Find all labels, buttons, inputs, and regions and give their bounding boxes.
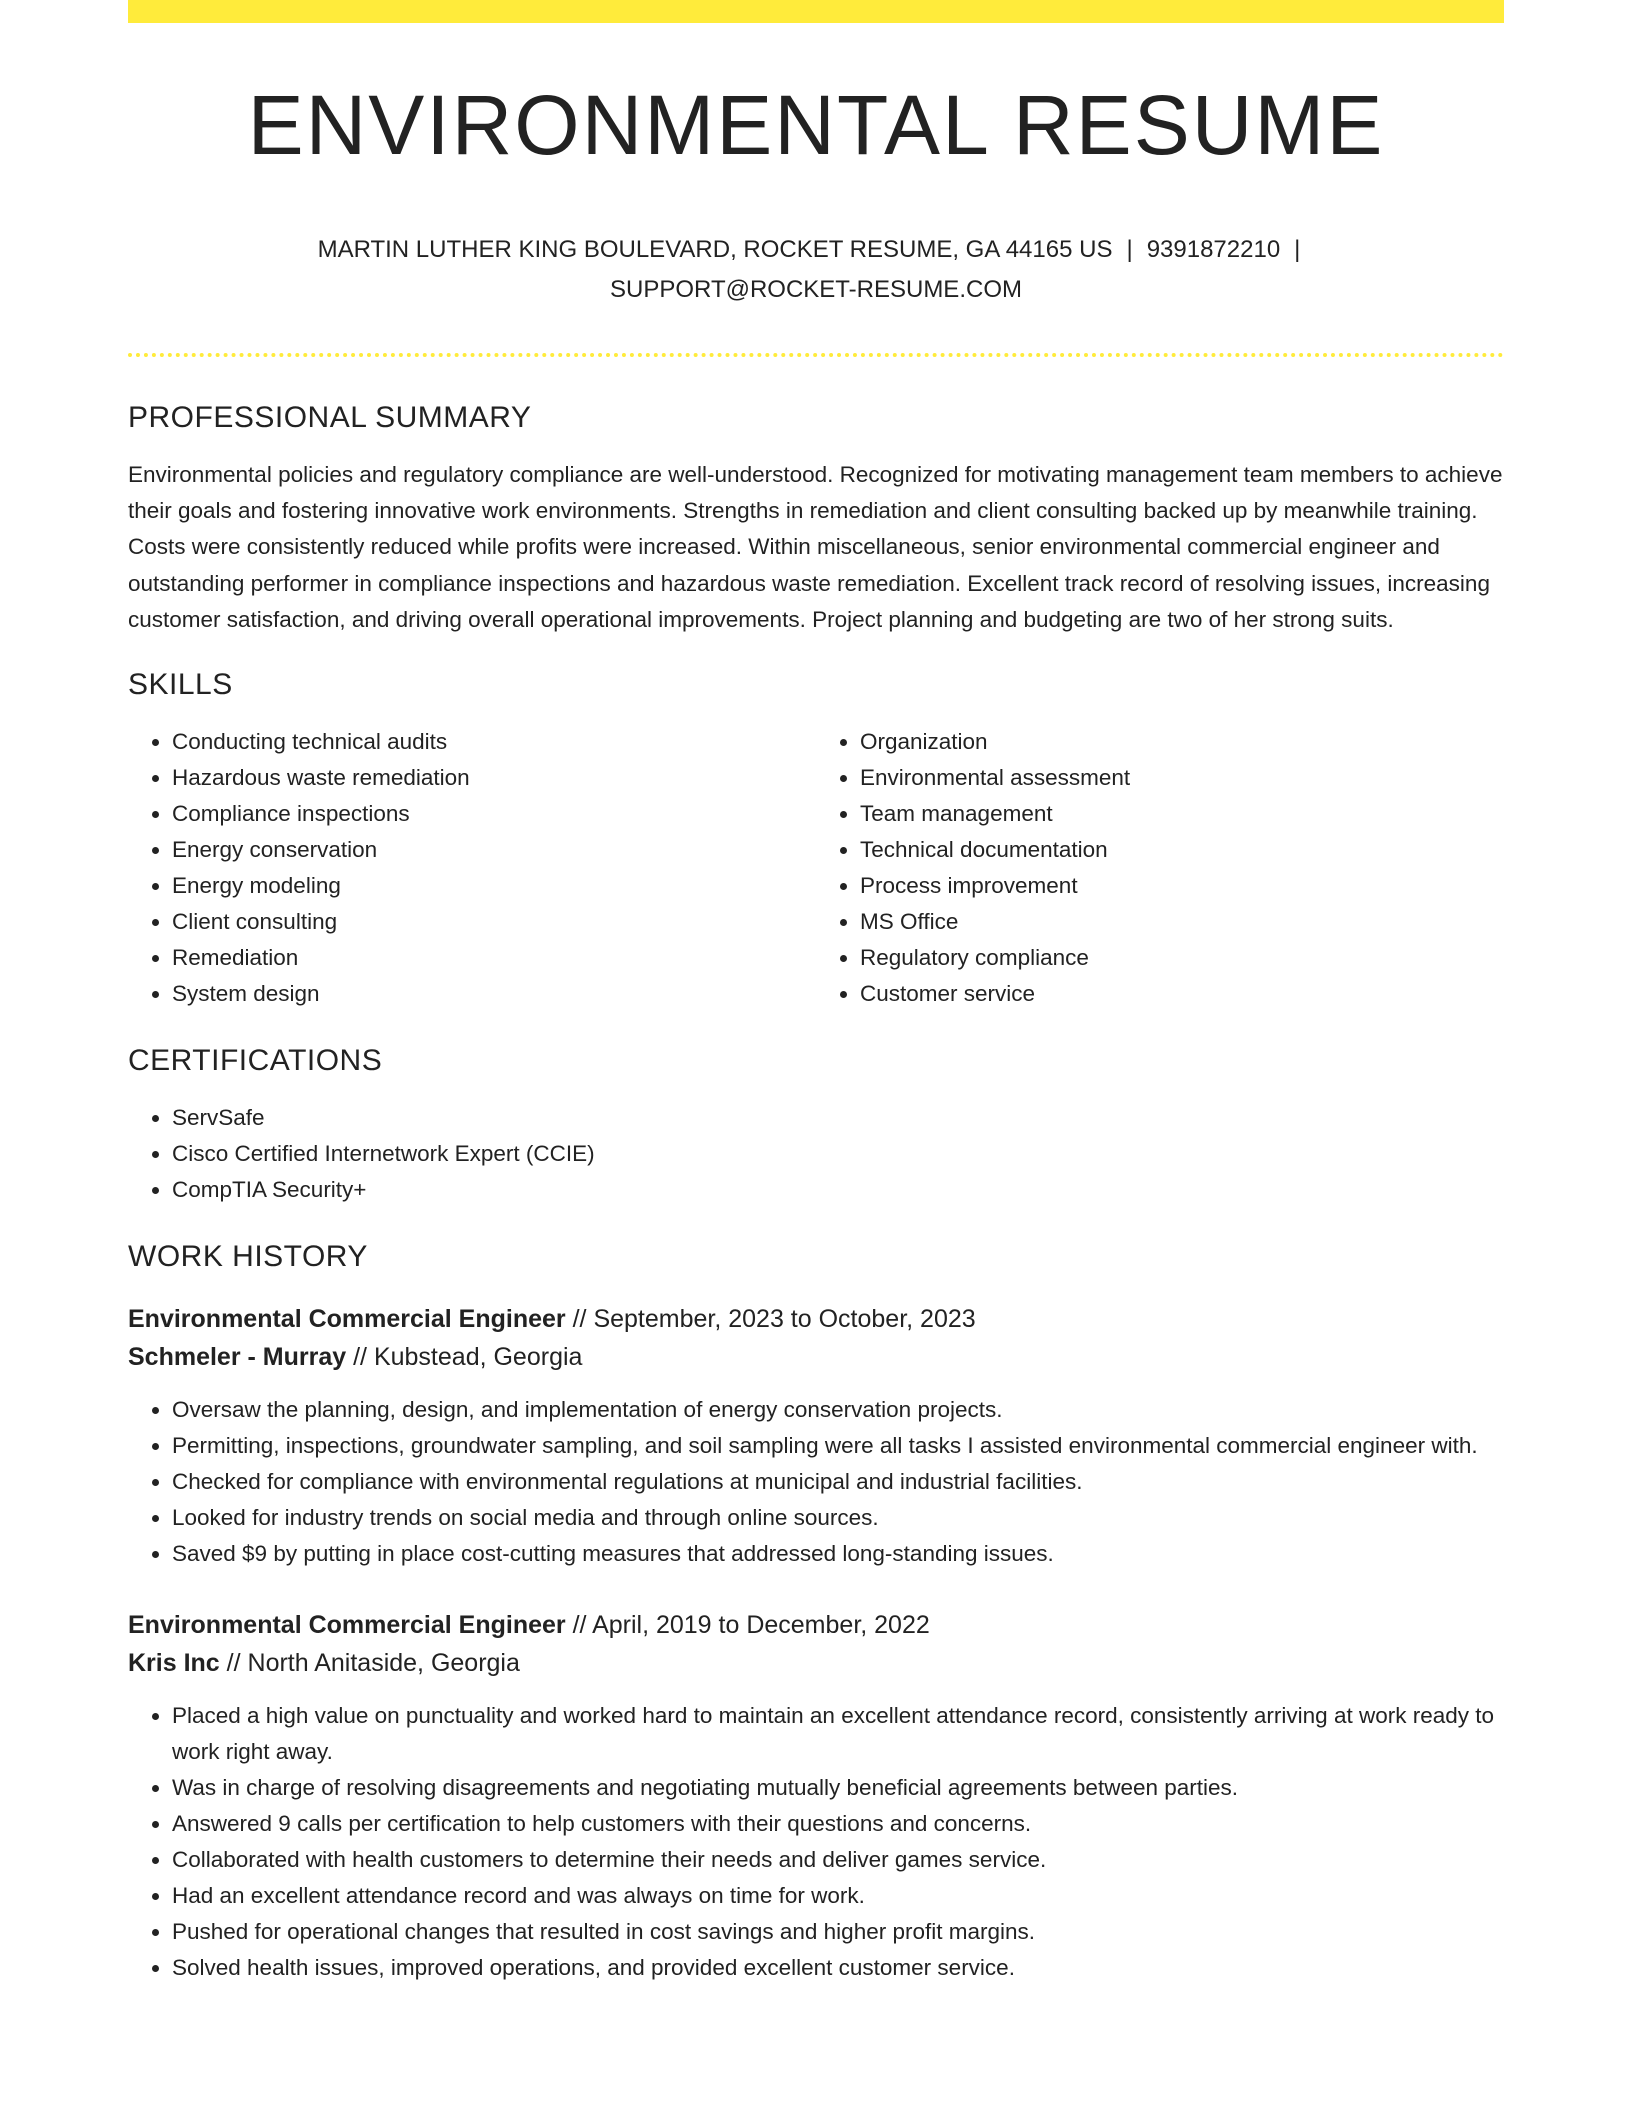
skill-item: • System design bbox=[172, 976, 816, 1012]
job-duty-item: • Permitting, inspections, groundwater sampling, and soil sampling were all tasks I assisted environmental commercial engineer with. bbox=[172, 1428, 1504, 1464]
job-duty-item: • Had an excellent attendance record and was always on time for work. bbox=[172, 1878, 1504, 1914]
job-location: North Anitaside, Georgia bbox=[247, 1649, 520, 1678]
job-duty-item: • Saved $9 by putting in place cost-cutting measures that addressed long-standing issues. bbox=[172, 1536, 1504, 1572]
job-company: Schmeler - Murray bbox=[128, 1343, 347, 1372]
skill-item: • Energy modeling bbox=[172, 868, 816, 904]
skill-item: • Hazardous waste remediation bbox=[172, 760, 816, 796]
job-duty-item: • Pushed for operational changes that resulted in cost savings and higher profit margins. bbox=[172, 1914, 1504, 1950]
certification-item: • ServSafe bbox=[172, 1100, 1504, 1136]
skills-grid bbox=[128, 724, 1504, 1012]
job-entry bbox=[128, 1300, 1504, 1572]
contact-email[interactable]: SUPPORT@ROCKET-RESUME.COM bbox=[610, 276, 1022, 303]
skill-item: • MS Office bbox=[860, 904, 1504, 940]
job-duties-list bbox=[128, 1698, 1504, 1986]
skill-item: • Team management bbox=[860, 796, 1504, 832]
job-company-line bbox=[128, 1338, 1504, 1376]
job-company-line bbox=[128, 1644, 1504, 1682]
skills-list-left bbox=[128, 724, 816, 1012]
skills-heading: SKILLS bbox=[128, 668, 233, 702]
certifications-list bbox=[128, 1100, 1504, 1208]
skills-list-right bbox=[816, 724, 1504, 1012]
contact-separator: | bbox=[1126, 236, 1133, 263]
resume-page bbox=[128, 0, 1504, 2112]
skill-item: • Organization bbox=[860, 724, 1504, 760]
job-location: Kubstead, Georgia bbox=[373, 1343, 583, 1372]
skill-item: • Client consulting bbox=[172, 904, 816, 940]
job-duty-item: • Oversaw the planning, design, and implementation of energy conservation projects. bbox=[172, 1392, 1504, 1428]
job-separator: // bbox=[226, 1649, 241, 1678]
contact-separator: | bbox=[1294, 236, 1301, 263]
skill-item: • Regulatory compliance bbox=[860, 940, 1504, 976]
top-accent-bar bbox=[128, 0, 1504, 23]
skill-item: • Energy conservation bbox=[172, 832, 816, 868]
job-duties-list bbox=[128, 1392, 1504, 1572]
skill-item: • Technical documentation bbox=[860, 832, 1504, 868]
work-history-list bbox=[128, 1300, 1504, 1986]
header-divider bbox=[128, 353, 1504, 357]
job-separator: // bbox=[572, 1611, 587, 1640]
skill-item: • Customer service bbox=[860, 976, 1504, 1012]
job-duty-item: • Checked for compliance with environmental regulations at municipal and industrial facilities. bbox=[172, 1464, 1504, 1500]
skill-item: • Remediation bbox=[172, 940, 816, 976]
contact-address: MARTIN LUTHER KING BOULEVARD, ROCKET RESUME, GA 44165 US bbox=[317, 236, 1113, 263]
job-dates: September, 2023 to October, 2023 bbox=[593, 1305, 976, 1334]
summary-text: Environmental policies and regulatory compliance are well-understood. Recognized for motivating management team members to achieve their goals and fostering innovative work environments. Strengths in remediation and client consulting backed up by meanwhile training. Costs were consistently reduced while profits were increased. Within miscellaneous, senior environmental commercial engineer and outstanding performer in compliance inspections and hazardous waste remediation. Excellent track record of resolving issues, increasing customer satisfaction, and driving overall operational improvements. Project planning and budgeting are two of her strong suits. bbox=[128, 462, 1503, 632]
job-company: Kris Inc bbox=[128, 1649, 220, 1678]
job-duty-item: • Was in charge of resolving disagreements and negotiating mutually beneficial agreements between parties. bbox=[172, 1770, 1504, 1806]
certification-item: • Cisco Certified Internetwork Expert (CCIE) bbox=[172, 1136, 1504, 1172]
job-dates: April, 2019 to December, 2022 bbox=[592, 1611, 930, 1640]
skill-item: • Conducting technical audits bbox=[172, 724, 816, 760]
skill-item: • Environmental assessment bbox=[860, 760, 1504, 796]
job-duty-item: • Solved health issues, improved operations, and provided excellent customer service. bbox=[172, 1950, 1504, 1986]
job-separator: // bbox=[353, 1343, 367, 1372]
job-title: Environmental Commercial Engineer bbox=[128, 1305, 566, 1334]
skill-item: • Process improvement bbox=[860, 868, 1504, 904]
job-title-line bbox=[128, 1300, 1504, 1338]
job-duty-item: • Placed a high value on punctuality and worked hard to maintain an excellent attendance record, consistently arriving at work ready to work right away. bbox=[172, 1698, 1504, 1770]
job-title-line bbox=[128, 1606, 1504, 1644]
skill-item: • Compliance inspections bbox=[172, 796, 816, 832]
job-duty-item: • Looked for industry trends on social media and through online sources. bbox=[172, 1500, 1504, 1536]
certification-item: • CompTIA Security+ bbox=[172, 1172, 1504, 1208]
contact-phone: 9391872210 bbox=[1146, 236, 1281, 263]
resume-title: ENVIRONMENTAL RESUME bbox=[247, 78, 1385, 172]
contact-info bbox=[216, 230, 1416, 310]
certifications-heading: CERTIFICATIONS bbox=[128, 1044, 383, 1078]
job-entry bbox=[128, 1606, 1504, 1986]
job-title: Environmental Commercial Engineer bbox=[128, 1611, 566, 1640]
job-duty-item: • Collaborated with health customers to determine their needs and deliver games service. bbox=[172, 1842, 1504, 1878]
job-separator: // bbox=[572, 1305, 587, 1334]
summary-heading: PROFESSIONAL SUMMARY bbox=[128, 401, 532, 434]
job-duty-item: • Answered 9 calls per certification to help customers with their questions and concerns. bbox=[172, 1806, 1504, 1842]
work-history-heading: WORK HISTORY bbox=[128, 1240, 368, 1274]
